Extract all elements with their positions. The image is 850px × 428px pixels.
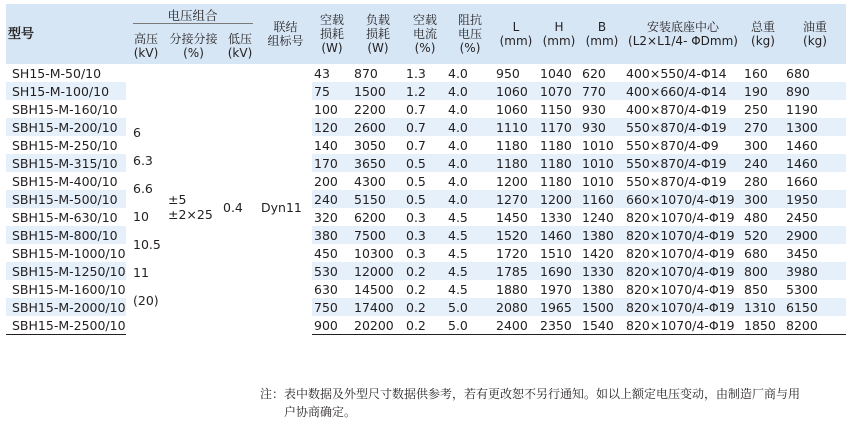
header-lv xyxy=(221,28,259,64)
cell-total-weight: 480 xyxy=(744,209,768,225)
h-ll-3: (W) xyxy=(367,41,389,55)
h-L-1: L xyxy=(512,20,520,34)
header-tap xyxy=(166,28,221,64)
cell-load-loss: 17400 xyxy=(352,298,404,316)
cell-total-weight: 680 xyxy=(744,245,768,261)
cell-load-loss: 20200 xyxy=(352,316,404,335)
cell-H: 2350 xyxy=(538,316,580,335)
cell-mounting: 400×660/4-Φ14 xyxy=(624,82,742,100)
cell-L: 1060 xyxy=(494,82,538,100)
cell-no-load-loss: 100 xyxy=(314,101,338,117)
cell-total-weight: 280 xyxy=(744,173,768,189)
cell-model: SBH15-M-1600/10 xyxy=(12,281,126,297)
cell-mounting: 820×1070/4-Φ19 xyxy=(624,262,742,280)
cell-model: SH15-M-50/10 xyxy=(12,65,102,81)
cell-B: 930 xyxy=(582,101,606,117)
cell-impedance: 4.0 xyxy=(448,173,468,189)
cell-oil-weight: 1460 xyxy=(786,137,818,153)
cell-total-weight: 520 xyxy=(742,226,784,244)
cell-H: 1460 xyxy=(538,226,580,244)
cell-lv-merged: 0.4 xyxy=(221,64,259,335)
cell-total-weight: 160 xyxy=(744,65,768,81)
cell-no-load-current: 0.2 xyxy=(406,281,426,297)
cell-impedance: 4.0 xyxy=(446,82,494,100)
cell-L: 1110 xyxy=(494,118,538,136)
cell-model: SBH15-M-400/10 xyxy=(12,173,118,189)
voltage-group-label: 电压组合 xyxy=(167,8,218,23)
cell-L: 1720 xyxy=(496,245,528,261)
cell-oil-weight: 890 xyxy=(784,82,846,100)
header-oil-weight xyxy=(784,4,846,64)
cell-H: 1330 xyxy=(540,209,572,225)
h-tw-1: 总重 xyxy=(750,20,775,34)
h-nll-1: 空载 xyxy=(319,13,344,27)
cell-tap-merged xyxy=(166,64,221,335)
cell-total-weight: 1310 xyxy=(742,298,784,316)
cell-H: 1180 xyxy=(538,154,580,172)
cell-model: SBH15-M-800/10 xyxy=(6,226,126,244)
h-nlc-1: 空载 xyxy=(412,13,437,27)
header-total-weight xyxy=(742,4,784,64)
cell-oil-weight: 1300 xyxy=(784,118,846,136)
hv-value: 10.5 xyxy=(133,237,161,252)
h-mount-2: (L2×L1/4- ΦDmm) xyxy=(628,34,738,48)
cell-oil-weight: 680 xyxy=(786,65,810,81)
cell-no-load-current: 1.3 xyxy=(406,65,426,81)
header-vector-l1: 联结 xyxy=(273,20,298,34)
cell-oil-weight: 3980 xyxy=(784,262,846,280)
h-nll-2: 损耗 xyxy=(319,27,344,41)
cell-B: 1420 xyxy=(582,245,614,261)
header-mounting xyxy=(624,4,742,64)
cell-B: 1010 xyxy=(580,154,624,172)
cell-L: 1200 xyxy=(496,173,528,189)
cell-no-load-loss: 380 xyxy=(312,226,352,244)
cell-L: 1060 xyxy=(496,101,528,117)
cell-B: 1330 xyxy=(580,262,624,280)
h-L-2: (mm) xyxy=(499,34,533,48)
h-nlc-3: (%) xyxy=(414,41,436,55)
cell-mounting: 400×870/4-Φ19 xyxy=(626,101,727,117)
cell-impedance: 5.0 xyxy=(446,298,494,316)
cell-oil-weight: 5300 xyxy=(786,281,818,297)
cell-load-loss: 1500 xyxy=(352,82,404,100)
cell-no-load-current: 0.3 xyxy=(406,245,426,261)
cell-no-load-loss: 170 xyxy=(312,154,352,172)
cell-load-loss: 12000 xyxy=(352,262,404,280)
hv-value: 6.3 xyxy=(133,153,153,168)
cell-L: 1880 xyxy=(496,281,528,297)
cell-model: SBH15-M-630/10 xyxy=(12,209,118,225)
cell-B: 1380 xyxy=(582,281,614,297)
footnote xyxy=(260,385,840,421)
cell-no-load-current: 0.7 xyxy=(406,101,426,117)
cell-total-weight: 250 xyxy=(744,101,768,117)
h-mount-1: 安装底座中心 xyxy=(646,20,719,34)
cell-mounting: 550×870/4-Φ19 xyxy=(626,173,727,189)
cell-load-loss: 870 xyxy=(354,65,378,81)
cell-no-load-loss: 120 xyxy=(312,118,352,136)
cell-no-load-current: 0.7 xyxy=(406,137,426,153)
cell-load-loss: 5150 xyxy=(352,190,404,208)
cell-no-load-current: 0.5 xyxy=(406,173,426,189)
cell-no-load-current: 1.2 xyxy=(404,82,446,100)
cell-oil-weight: 1950 xyxy=(784,190,846,208)
cell-L: 950 xyxy=(496,65,520,81)
h-ll-2: 损耗 xyxy=(365,27,390,41)
hv-value: 11 xyxy=(133,265,149,280)
cell-L: 1520 xyxy=(494,226,538,244)
cell-total-weight: 190 xyxy=(742,82,784,100)
cell-impedance: 4.0 xyxy=(446,190,494,208)
voltage-group-rule xyxy=(133,23,253,24)
cell-H: 1180 xyxy=(540,137,572,153)
cell-H: 1180 xyxy=(540,173,572,189)
cell-H: 1150 xyxy=(540,101,572,117)
hv-values xyxy=(133,123,161,319)
hv-value: 6.6 xyxy=(133,181,153,196)
h-ow-2: (kg) xyxy=(803,34,827,48)
cell-mounting: 820×1070/4-Φ19 xyxy=(624,298,742,316)
cell-total-weight: 240 xyxy=(742,154,784,172)
cell-mounting: 820×1070/4-Φ19 xyxy=(626,281,735,297)
cell-L: 1270 xyxy=(494,190,538,208)
cell-model: SBH15-M-160/10 xyxy=(12,101,118,117)
h-ll-1: 负载 xyxy=(365,13,390,27)
cell-impedance: 4.0 xyxy=(446,154,494,172)
cell-model: SBH15-M-250/10 xyxy=(12,137,118,153)
h-ow-1: 油重 xyxy=(802,20,827,34)
cell-mounting: 660×1070/4-Φ19 xyxy=(624,190,742,208)
cell-mounting: 820×1070/4-Φ19 xyxy=(626,245,735,261)
hv-value: 6 xyxy=(133,125,141,140)
header-L xyxy=(494,4,538,64)
header-no-load-current xyxy=(404,4,446,64)
cell-no-load-current: 0.3 xyxy=(406,209,426,225)
header-impedance xyxy=(446,4,494,64)
cell-model: SH15-M-100/10 xyxy=(6,82,126,100)
cell-model: SBH15-M-1250/10 xyxy=(6,262,126,280)
cell-mounting: 820×1070/4-Φ19 xyxy=(624,226,742,244)
cell-no-load-current: 0.5 xyxy=(404,154,446,172)
cell-L: 2080 xyxy=(494,298,538,316)
cell-no-load-current: 0.5 xyxy=(404,190,446,208)
cell-L: 1785 xyxy=(494,262,538,280)
cell-oil-weight: 8200 xyxy=(784,316,846,335)
cell-model: SBH15-M-2000/10 xyxy=(6,298,126,316)
cell-oil-weight: 1660 xyxy=(786,173,818,189)
header-voltage-group xyxy=(126,4,259,28)
cell-load-loss: 2600 xyxy=(352,118,404,136)
h-tap-1: 分接分接 xyxy=(169,32,218,46)
cell-impedance: 4.5 xyxy=(446,262,494,280)
cell-impedance: 4.0 xyxy=(448,101,468,117)
cell-load-loss: 10300 xyxy=(354,245,394,261)
cell-impedance: 4.0 xyxy=(448,65,468,81)
cell-impedance: 4.5 xyxy=(448,209,468,225)
cell-mounting: 550×870/4-Φ19 xyxy=(624,154,742,172)
cell-B: 1010 xyxy=(582,173,614,189)
cell-model: SBH15-M-315/10 xyxy=(6,154,126,172)
cell-B: 770 xyxy=(580,82,624,100)
cell-load-loss: 3650 xyxy=(352,154,404,172)
cell-no-load-current: 0.2 xyxy=(404,316,446,335)
cell-H: 1510 xyxy=(540,245,572,261)
cell-oil-weight: 3450 xyxy=(786,245,818,261)
hv-value: (20) xyxy=(133,293,159,308)
cell-L: 1450 xyxy=(496,209,528,225)
cell-L: 1180 xyxy=(496,137,528,153)
cell-impedance: 4.5 xyxy=(448,245,468,261)
cell-total-weight: 300 xyxy=(742,190,784,208)
cell-B: 1500 xyxy=(580,298,624,316)
h-hv-2: (kV) xyxy=(133,46,159,60)
cell-load-loss: 7500 xyxy=(352,226,404,244)
h-imp-3: (%) xyxy=(459,41,481,55)
cell-total-weight: 800 xyxy=(742,262,784,280)
header-no-load-loss xyxy=(312,4,352,64)
cell-oil-weight: 1190 xyxy=(786,101,818,117)
cell-mounting: 550×870/4-Φ9 xyxy=(626,137,719,153)
table-header xyxy=(6,4,846,64)
header-model: 型号 xyxy=(6,4,126,64)
cell-no-load-loss: 75 xyxy=(312,82,352,100)
cell-oil-weight: 6150 xyxy=(784,298,846,316)
cell-model: SBH15-M-2500/10 xyxy=(6,316,126,335)
cell-no-load-current: 0.2 xyxy=(404,298,446,316)
h-H-2: (mm) xyxy=(542,34,576,48)
cell-model: SBH15-M-500/10 xyxy=(6,190,126,208)
cell-oil-weight: 1460 xyxy=(784,154,846,172)
h-H-1: H xyxy=(554,20,564,34)
header-vector-l2: 组标号 xyxy=(267,34,304,48)
h-imp-2: 电压 xyxy=(457,27,482,41)
cell-load-loss: 6200 xyxy=(354,209,386,225)
cell-no-load-loss: 900 xyxy=(312,316,352,335)
h-B-2: (mm) xyxy=(585,34,619,48)
cell-total-weight: 850 xyxy=(744,281,768,297)
footnote-line-1: 注：表中数据及外型尺寸数据供参考，若有更改恕不另行通知。如以上额定电压变动，由制造厂商与用 xyxy=(260,387,801,401)
cell-no-load-current: 0.7 xyxy=(404,118,446,136)
h-lv-2: (kV) xyxy=(227,46,253,60)
cell-oil-weight: 2900 xyxy=(784,226,846,244)
cell-no-load-loss: 140 xyxy=(314,137,338,153)
cell-B: 1380 xyxy=(580,226,624,244)
cell-load-loss: 14500 xyxy=(354,281,394,297)
h-lv-1: 低压 xyxy=(227,32,252,46)
cell-total-weight: 300 xyxy=(744,137,768,153)
cell-total-weight: 270 xyxy=(742,118,784,136)
cell-model: SBH15-M-200/10 xyxy=(6,118,126,136)
cell-impedance: 4.5 xyxy=(446,226,494,244)
cell-mounting: 550×870/4-Φ19 xyxy=(624,118,742,136)
h-tw-2: (kg) xyxy=(751,34,775,48)
cell-mounting: 820×1070/4-Φ19 xyxy=(626,209,735,225)
cell-load-loss: 2200 xyxy=(354,101,386,117)
cell-load-loss: 3050 xyxy=(354,137,386,153)
cell-H: 1690 xyxy=(538,262,580,280)
footnote-line-2: 户协商确定。 xyxy=(284,405,357,419)
cell-mounting: 820×1070/4-Φ19 xyxy=(624,316,742,335)
cell-B: 1010 xyxy=(582,137,614,153)
cell-model: SBH15-M-1000/10 xyxy=(12,245,126,261)
cell-H: 1070 xyxy=(538,82,580,100)
cell-impedance: 4.5 xyxy=(448,281,468,297)
transformer-spec-table xyxy=(6,4,846,335)
cell-mounting: 400×550/4-Φ14 xyxy=(626,65,727,81)
cell-no-load-current: 0.2 xyxy=(404,262,446,280)
cell-vector-merged: Dyn11 xyxy=(259,64,312,335)
cell-H: 1200 xyxy=(538,190,580,208)
cell-L: 2400 xyxy=(494,316,538,335)
h-hv-1: 高压 xyxy=(133,32,158,46)
cell-load-loss: 4300 xyxy=(354,173,386,189)
cell-no-load-loss: 630 xyxy=(314,281,338,297)
cell-B: 1540 xyxy=(580,316,624,335)
cell-B: 1240 xyxy=(582,209,614,225)
cell-H: 1965 xyxy=(538,298,580,316)
cell-B: 1160 xyxy=(580,190,624,208)
cell-B: 930 xyxy=(580,118,624,136)
cell-B: 620 xyxy=(582,65,606,81)
header-H xyxy=(538,4,580,64)
cell-H: 1040 xyxy=(540,65,572,81)
cell-impedance: 4.0 xyxy=(448,137,468,153)
h-tap-2: (%) xyxy=(183,46,204,60)
cell-impedance: 5.0 xyxy=(446,316,494,335)
h-nlc-2: 电流 xyxy=(412,27,437,41)
header-B xyxy=(580,4,624,64)
cell-no-load-loss: 320 xyxy=(314,209,338,225)
cell-no-load-current: 0.3 xyxy=(404,226,446,244)
tap-value: ±2×25 xyxy=(168,207,213,223)
h-B-1: B xyxy=(597,20,607,34)
header-vector xyxy=(259,4,312,64)
hv-value: 10 xyxy=(133,209,149,224)
table-row xyxy=(6,64,846,82)
cell-impedance: 4.0 xyxy=(446,118,494,136)
cell-no-load-loss: 200 xyxy=(314,173,338,189)
cell-no-load-loss: 750 xyxy=(312,298,352,316)
header-load-loss xyxy=(352,4,404,64)
cell-L: 1180 xyxy=(494,154,538,172)
h-nll-3: (W) xyxy=(321,41,343,55)
h-imp-1: 阻抗 xyxy=(457,13,482,27)
cell-no-load-loss: 450 xyxy=(314,245,338,261)
header-hv xyxy=(126,28,166,64)
cell-total-weight: 1850 xyxy=(742,316,784,335)
cell-H: 1970 xyxy=(540,281,572,297)
cell-no-load-loss: 530 xyxy=(312,262,352,280)
cell-H: 1170 xyxy=(538,118,580,136)
cell-oil-weight: 2450 xyxy=(786,209,818,225)
cell-no-load-loss: 43 xyxy=(314,65,330,81)
table-body xyxy=(6,64,846,335)
tap-value: ±5 xyxy=(168,192,187,208)
cell-no-load-loss: 240 xyxy=(312,190,352,208)
